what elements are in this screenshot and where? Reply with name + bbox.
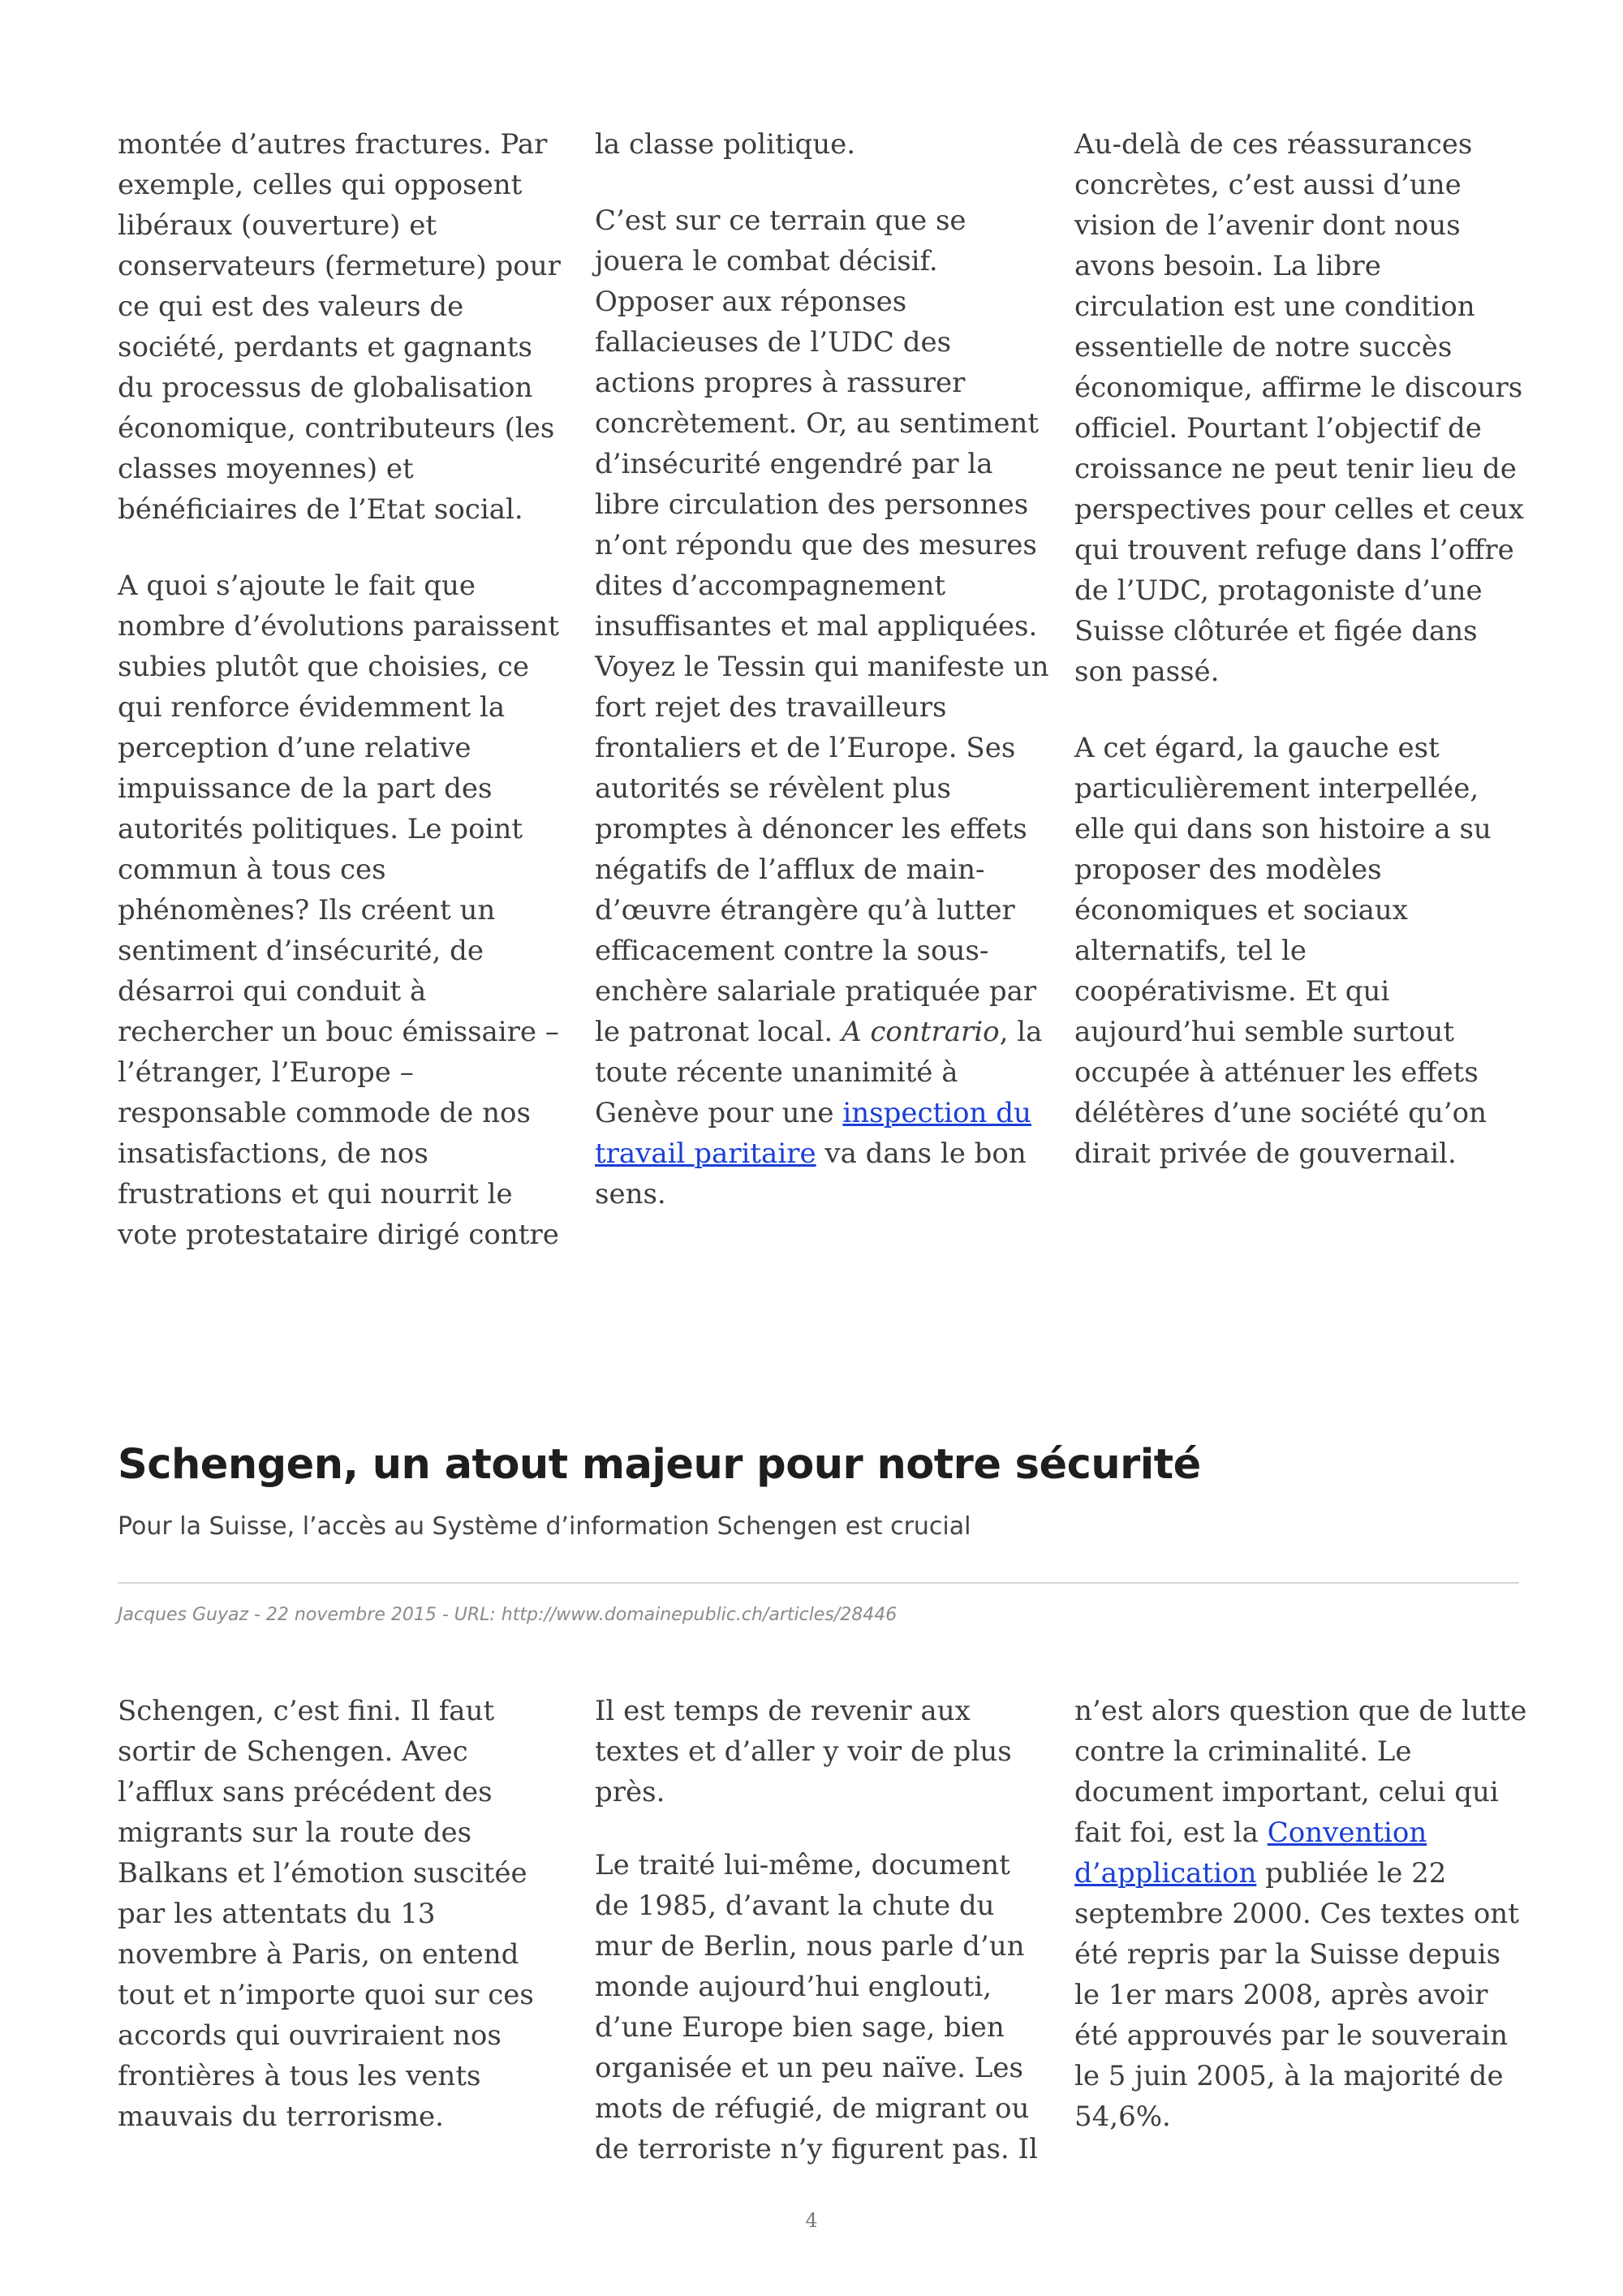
article-title: Schengen, un atout majeur pour notre sécurité [118, 1441, 1201, 1489]
inspection-du-travail-link[interactable]: inspection du travail paritaire [595, 1097, 1031, 1170]
paragraph-text: va dans le bon sens. [595, 1137, 1027, 1210]
page-number: 4 [805, 2209, 818, 2232]
convention-application-link[interactable]: Convention d’application [1074, 1817, 1427, 1890]
paragraph [595, 200, 1049, 1215]
paragraph: A cet égard, la gauche est particulièrement interpellée, elle qui dans son histoire a su proposer des modèles économiques et sociaux alternatifs, tel le coopérativisme. Et qui aujourd’hui semble surtout occupée à atténuer les effets délétères d’une société qu’on dirait privée de gouvernail. [1074, 732, 1492, 1170]
paragraph: la classe politique. [595, 128, 856, 161]
bottom-column-1 [118, 1691, 572, 2169]
bottom-column-3 [1074, 1691, 1529, 2169]
paragraph: Au-delà de ces réassurances concrètes, c’est aussi d’une vision de l’avenir dont nous avons besoin. La libre circulation est une condition essentielle de notre succès économique, affirme le discours officiel. Pourtant l’objectif de croissance ne peut tenir lieu de perspectives pour celles et ceux qui trouvent refuge dans l’offre de l’UDC, protagoniste d’une Suisse clôturée et figée dans son passé. [1074, 128, 1524, 688]
italic-phrase: A contrario [842, 1016, 1000, 1048]
paragraph: Il est temps de revenir aux textes et d’aller y voir de plus près. [595, 1695, 1012, 1808]
paragraph-text: n’est alors question que de lutte contre la criminalité. Le document important, celui qui fait foi, est la [1074, 1695, 1527, 1849]
top-column-3 [1074, 124, 1529, 1174]
paragraph: A quoi s’ajoute le fait que nombre d’évolutions paraissent subies plutôt que choisies, ce qui renforce évidemment la perception d’une relative impuissance de la part des autorités politiques. Le point commun à tous ces phénomènes? Ils créent un sentiment d’insécurité, de désarroi qui conduit à rechercher un bouc émissaire – l’étranger, l’Europe – responsable commode de nos insatisfactions, de nos frustrations et qui nourrit le vote protestataire dirigé contre [118, 570, 559, 1251]
top-column-1 [118, 124, 572, 1255]
paragraph: Schengen, c’est fini. Il faut sortir de Schengen. Avec l’afflux sans précédent des migrants sur la route des Balkans et l’émotion suscitée par les attentats du 13 novembre à Paris, on entend tout et n’importe quoi sur ces accords qui ouvriraient nos frontières à tous les vents mauvais du terrorisme. [118, 1695, 534, 2133]
bottom-column-2 [595, 1691, 1049, 2202]
top-column-2 [595, 124, 1049, 1215]
paragraph-text: publiée le 22 septembre 2000. Ces textes ont été repris par la Suisse depuis le 1er mars 2008, après avoir été approuvés par le souverain le 5 juin 2005, à la majorité de 54,6%. [1074, 1857, 1519, 2133]
article-meta: Jacques Guyaz - 22 novembre 2015 - URL: http://www.domainepublic.ch/articles/28446 [118, 1605, 898, 1625]
paragraph [1074, 1691, 1529, 2137]
paragraph: montée d’autres fractures. Par exemple, celles qui opposent libéraux (ouverture) et conservateurs (fermeture) pour ce qui est des valeurs de société, perdants et gagnants du processus de globalisation économique, contributeurs (les classes moyennes) et bénéficiaires de l’Etat social. [118, 128, 561, 526]
paragraph-text: , la toute récente unanimité à Genève pour une [595, 1016, 1043, 1129]
article-subtitle: Pour la Suisse, l’accès au Système d’information Schengen est crucial [118, 1512, 971, 1541]
divider [118, 1582, 1519, 1584]
paragraph: Le traité lui-même, document de 1985, d’avant la chute du mur de Berlin, nous parle d’un monde aujourd’hui englouti, d’une Europe bien sage, bien organisée et un peu naïve. Les mots de réfugié, de migrant ou de terroriste n’y figurent pas. Il [595, 1849, 1038, 2165]
paragraph-text: C’est sur ce terrain que se jouera le combat décisif. Opposer aux réponses fallacieuses de l’UDC des actions propres à rassurer concrètement. Or, au sentiment d’insécurité engendré par la libre circulation des personnes n’ont répondu que des mesures dites d’accompagnement insuffisantes et mal appliquées. Voyez le Tessin qui manifeste un fort rejet des travailleurs frontaliers et de l’Europe. Ses autorités se révèlent plus promptes à dénoncer les effets négatifs de l’afflux de main-d’œuvre étrangère qu’à lutter efficacement contre la sous-enchère salariale pratiquée par le patronat local. [595, 204, 1049, 1048]
